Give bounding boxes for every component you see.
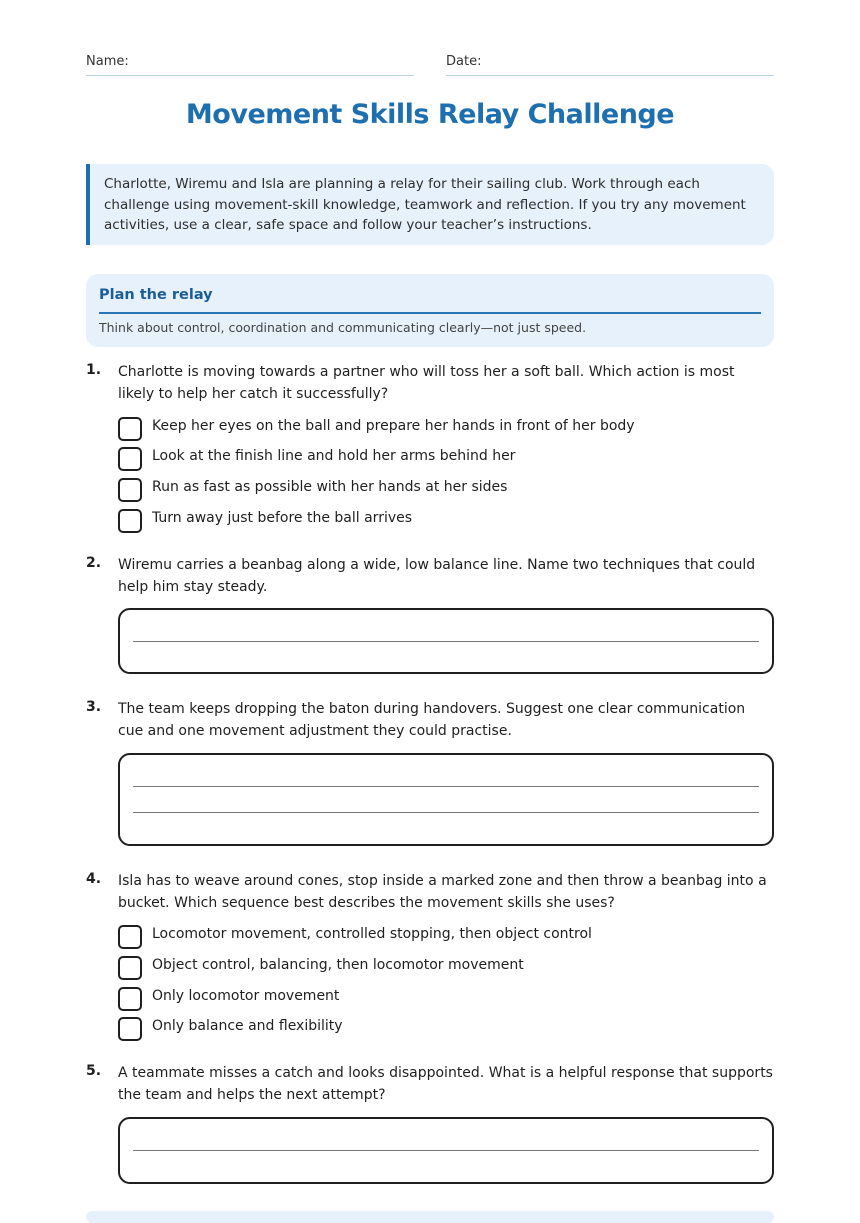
option-1d[interactable] (118, 509, 738, 533)
checkbox[interactable] (118, 925, 142, 949)
checkbox[interactable] (118, 447, 142, 471)
question-number: 5. (86, 1063, 102, 1079)
answer-line (133, 812, 759, 813)
answer-box-5[interactable] (118, 1117, 774, 1184)
checkbox[interactable] (118, 956, 142, 980)
option-label: Object control, balancing, then locomotor movement (152, 957, 524, 973)
option-4a[interactable] (118, 925, 738, 949)
checkbox[interactable] (118, 478, 142, 502)
question-text: The team keeps dropping the baton during handovers. Suggest one clear communication cue and one movement adjustment they could practise. (118, 701, 746, 739)
option-label: Turn away just before the ball arrives (152, 510, 413, 526)
section-title: Plan the relay (99, 287, 761, 314)
option-label: Only locomotor movement (152, 988, 340, 1004)
option-1a[interactable] (118, 417, 738, 441)
name-label: Name: (86, 54, 129, 69)
option-label: Only balance and flexibility (152, 1018, 343, 1034)
name-field[interactable] (86, 54, 414, 76)
section-subtitle: Think about control, coordination and communicating clearly—not just speed. (99, 320, 587, 335)
question-text: A teammate misses a catch and looks disappointed. What is a helpful response that supports the team and helps the next attempt? (118, 1065, 773, 1103)
checkbox[interactable] (118, 1017, 142, 1041)
option-4b[interactable] (118, 956, 738, 980)
question-number: 1. (86, 362, 102, 378)
question-number: 3. (86, 699, 102, 715)
answer-line (133, 1150, 759, 1151)
question-number: 2. (86, 555, 102, 571)
section-plan-the-relay (86, 274, 774, 347)
answer-box-3[interactable] (118, 753, 774, 846)
answer-line (133, 786, 759, 787)
question-text: Charlotte is moving towards a partner who will toss her a soft ball. Which action is most likely to help her catch it successfully? (118, 364, 735, 402)
question-text: Isla has to weave around cones, stop inside a marked zone and then throw a beanbag into a bucket. Which sequence best describes the movement skills she uses? (118, 873, 767, 911)
option-4c[interactable] (118, 987, 738, 1011)
question-number: 4. (86, 871, 102, 887)
date-field[interactable] (446, 54, 774, 76)
header-fields (86, 54, 774, 76)
next-section-edge (86, 1211, 774, 1223)
page-title: Movement Skills Relay Challenge (185, 99, 675, 130)
checkbox[interactable] (118, 987, 142, 1011)
question-text: Wiremu carries a beanbag along a wide, low balance line. Name two techniques that could help him stay steady. (118, 557, 756, 595)
option-label: Keep her eyes on the ball and prepare her hands in front of her body (152, 418, 635, 434)
checkbox[interactable] (118, 417, 142, 441)
answer-box-2[interactable] (118, 608, 774, 674)
option-4d[interactable] (118, 1017, 738, 1041)
option-label: Look at the finish line and hold her arms behind her (152, 448, 516, 464)
option-label: Run as fast as possible with her hands at her sides (152, 479, 508, 495)
option-label: Locomotor movement, controlled stopping, then object control (152, 926, 592, 942)
intro-callout: Charlotte, Wiremu and Isla are planning a relay for their sailing club. Work through each challenge using movement-skill knowledge, teamwork and reflection. If you try any movement activities, use a clear, safe space and follow your teacher’s instructions. (86, 164, 774, 245)
date-label: Date: (446, 54, 482, 69)
answer-line (133, 641, 759, 642)
checkbox[interactable] (118, 509, 142, 533)
option-1c[interactable] (118, 478, 738, 502)
option-1b[interactable] (118, 447, 738, 471)
